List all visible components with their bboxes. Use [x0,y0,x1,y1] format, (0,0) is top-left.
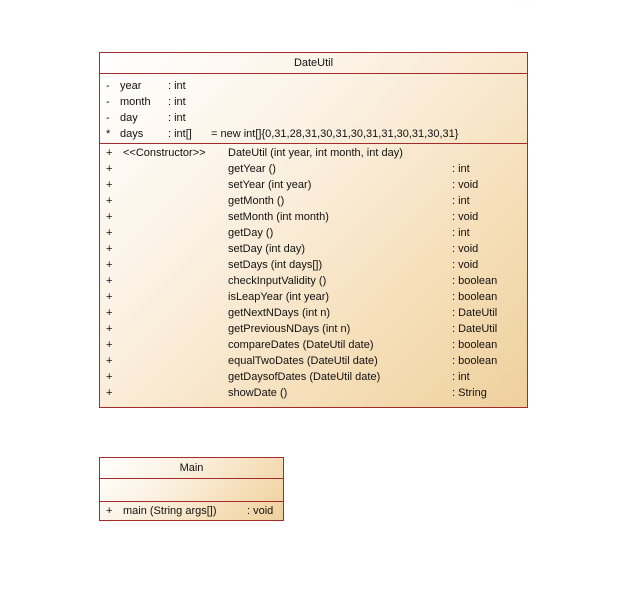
operation-row[interactable] [100,321,527,337]
attribute-name: days [120,128,144,140]
operation-visibility: + [106,307,113,319]
operation-row[interactable] [100,305,527,321]
operation-signature: setYear (int year) [228,179,312,191]
operation-return-type: : void [452,259,479,271]
operation-return-type: : boolean [452,355,498,367]
class-dateutil-attributes [100,74,527,144]
operation-row[interactable] [100,177,527,193]
operation-signature: isLeapYear (int year) [228,291,330,303]
operation-visibility: + [106,275,113,287]
operation-visibility: + [106,505,113,517]
operation-row[interactable] [100,369,527,385]
class-dateutil-operations [100,144,527,401]
operation-row[interactable] [100,145,527,161]
operation-row[interactable] [100,273,527,289]
attribute-row[interactable] [100,94,527,110]
operation-row[interactable] [100,257,527,273]
corner-shadow [490,0,560,2]
attribute-visibility: - [106,96,110,108]
operation-signature: getDay () [228,227,274,239]
attribute-type: : int[] [168,128,192,140]
operation-visibility: + [106,387,113,399]
attribute-initial-value: = new int[]{0,31,28,31,30,31,30,31,31,30,31,30,31} [211,128,459,140]
operation-visibility: + [106,179,113,191]
operation-return-type: : int [452,195,470,207]
attribute-row[interactable] [100,78,527,94]
operation-signature: equalTwoDates (DateUtil date) [228,355,378,367]
operation-row[interactable] [100,209,527,225]
attribute-name: month [120,96,151,108]
operation-visibility: + [106,355,113,367]
operation-row[interactable] [100,503,283,519]
operation-return-type: : DateUtil [452,307,498,319]
operation-signature: getYear () [228,163,276,175]
operation-row[interactable] [100,241,527,257]
operation-return-type: : int [452,371,470,383]
attribute-row[interactable] [100,110,527,126]
operation-visibility: + [106,259,113,271]
attribute-type: : int [168,112,186,124]
attribute-name: day [120,112,138,124]
operation-signature: DateUtil (int year, int month, int day) [228,147,403,159]
operation-visibility: + [106,323,113,335]
operation-return-type: : int [452,163,470,175]
operation-visibility: + [106,371,113,383]
operation-row[interactable] [100,385,527,401]
class-main[interactable] [99,457,284,521]
operation-visibility: + [106,211,113,223]
class-main-attributes [100,479,283,502]
operation-visibility: + [106,227,113,239]
operation-return-type: : String [452,387,487,399]
operation-signature: getMonth () [228,195,285,207]
operation-visibility: + [106,291,113,303]
operation-signature: setDays (int days[]) [228,259,323,271]
attribute-type: : int [168,96,186,108]
attribute-row[interactable] [100,126,527,142]
operation-row[interactable] [100,225,527,241]
operation-row[interactable] [100,337,527,353]
operation-signature: checkInputValidity () [228,275,327,287]
operation-signature: getNextNDays (int n) [228,307,331,319]
operation-return-type: : boolean [452,291,498,303]
operation-return-type: : DateUtil [452,323,498,335]
attribute-name: year [120,80,142,92]
class-dateutil-title: DateUtil [100,53,527,74]
operation-row[interactable] [100,193,527,209]
class-main-title: Main [100,458,283,479]
operation-return-type: : boolean [452,339,498,351]
operation-return-type: : void [247,505,274,517]
class-dateutil[interactable] [99,52,528,408]
operation-return-type: : int [452,227,470,239]
attribute-visibility: * [106,128,111,140]
operation-visibility: + [106,163,113,175]
attribute-type: : int [168,80,186,92]
operation-signature: setDay (int day) [228,243,306,255]
operation-signature: main (String args[]) [123,505,217,517]
operation-return-type: : boolean [452,275,498,287]
attribute-visibility: - [106,112,110,124]
operation-visibility: + [106,339,113,351]
operation-signature: getPreviousNDays (int n) [228,323,351,335]
operation-return-type: : void [452,211,479,223]
operation-visibility: + [106,195,113,207]
operation-signature: showDate () [228,387,288,399]
operation-return-type: : void [452,243,479,255]
operation-visibility: + [106,147,113,159]
operation-row[interactable] [100,353,527,369]
class-main-operations [100,502,283,519]
operation-return-type: : void [452,179,479,191]
operation-signature: getDaysofDates (DateUtil date) [228,371,381,383]
operation-row[interactable] [100,289,527,305]
operation-signature: compareDates (DateUtil date) [228,339,374,351]
operation-row[interactable] [100,161,527,177]
operation-signature: setMonth (int month) [228,211,329,223]
operation-visibility: + [106,243,113,255]
operation-stereotype: <<Constructor>> [123,147,206,159]
attribute-visibility: - [106,80,110,92]
